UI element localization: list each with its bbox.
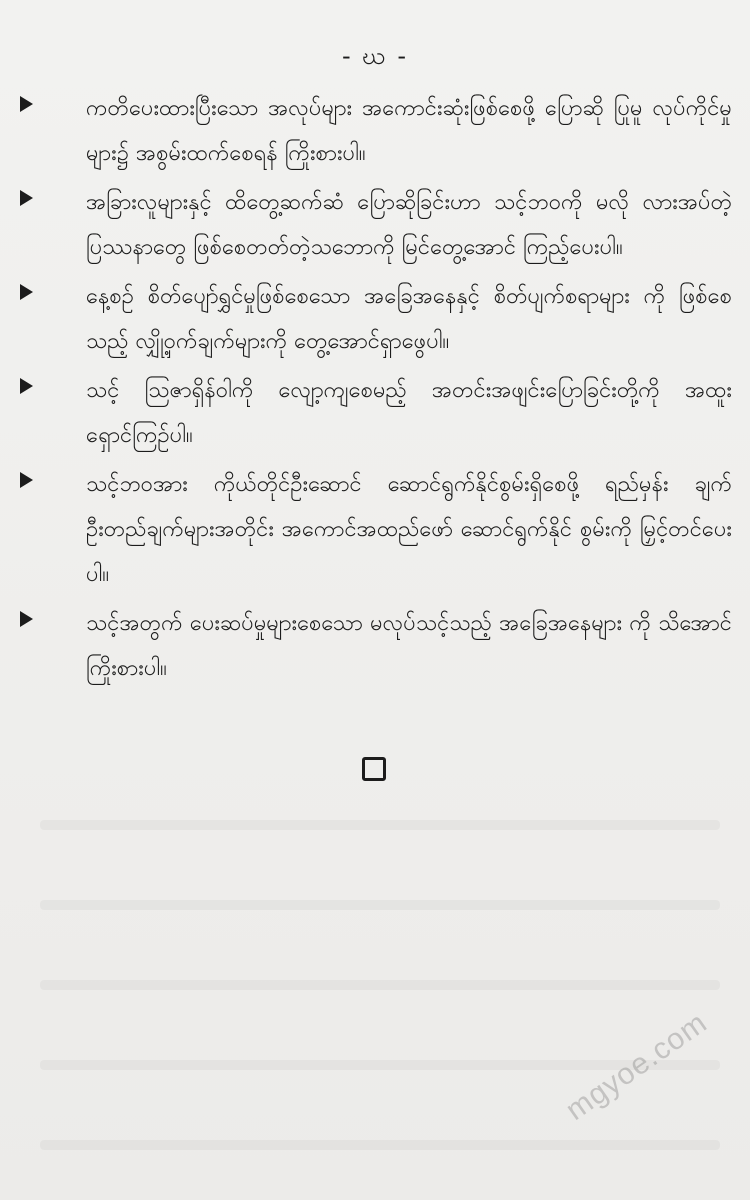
triangle-bullet-icon [20,611,33,627]
page-number-header: - ဃ - [342,42,408,70]
list-item-text: ကတိပေးထားပြီးသော အလုပ်များ အကောင်းဆုံးဖြစ်စေဖို့ ပြောဆို ပြုမူ လုပ်ကိုင်မှုများ၌ အစွမ်းထက်စေရန် ကြိုးစားပါ။ [86,96,732,166]
list-item-text: သင့် ဩဇာရှိန်ဝါကို လျော့ကျစေမည့် အတင်းအဖျင်းပြောခြင်းတို့ကို အထူး ရှောင်ကြဉ်ပါ။ [86,378,732,448]
list-item [20,368,732,458]
bullet-list [20,86,732,695]
list-item-text: သင့်အတွက် ပေးဆပ်မှုများစေသော မလုပ်သင့်သည့် အခြေအနေများ ကို သိအောင်ကြိုးစားပါ။ [86,611,732,681]
section-end-square-icon [362,757,386,781]
triangle-bullet-icon [20,190,33,206]
list-item [20,180,732,270]
bleed-through-line [40,820,720,830]
watermark: mgyoe.com [560,1005,714,1128]
list-item [20,462,732,597]
triangle-bullet-icon [20,472,33,488]
triangle-bullet-icon [20,284,33,300]
list-item [20,274,732,364]
list-item-text: သင့်ဘဝအား ကိုယ်တိုင်ဦးဆောင် ဆောင်ရွက်နိုင်စွမ်းရှိစေဖို့ ရည်မှန်း ချက် ဦးတည်ချက်များအတိုင်း အကောင်အထည်ဖော် ဆောင်ရွက်နိုင် စွမ်းကို မြှင့်တင်ပေးပါ။ [86,472,732,587]
list-item-text: နေ့စဉ် စိတ်ပျော်ရွှင်မှုဖြစ်စေသော အခြေအနေနှင့် စိတ်ပျက်စရာများ ကို ဖြစ်စေသည့် လျှို့ဝှက်ချက်များကို တွေ့အောင်ရှာဖွေပါ။ [86,284,732,354]
list-item [20,601,732,691]
bleed-through-line [40,1140,720,1150]
bleed-through-line [40,900,720,910]
bleed-through-line [40,980,720,990]
triangle-bullet-icon [20,96,33,112]
list-item [20,86,732,176]
triangle-bullet-icon [20,378,33,394]
list-item-text: အခြားလူများနှင့် ထိတွေ့ဆက်ဆံ ပြောဆိုခြင်းဟာ သင့်ဘဝကို မလို လားအပ်တဲ့ ပြဿနာတွေ ဖြစ်စေတတ်တဲ့သဘောကို မြင်တွေ့အောင် ကြည့်ပေးပါ။ [86,190,732,260]
